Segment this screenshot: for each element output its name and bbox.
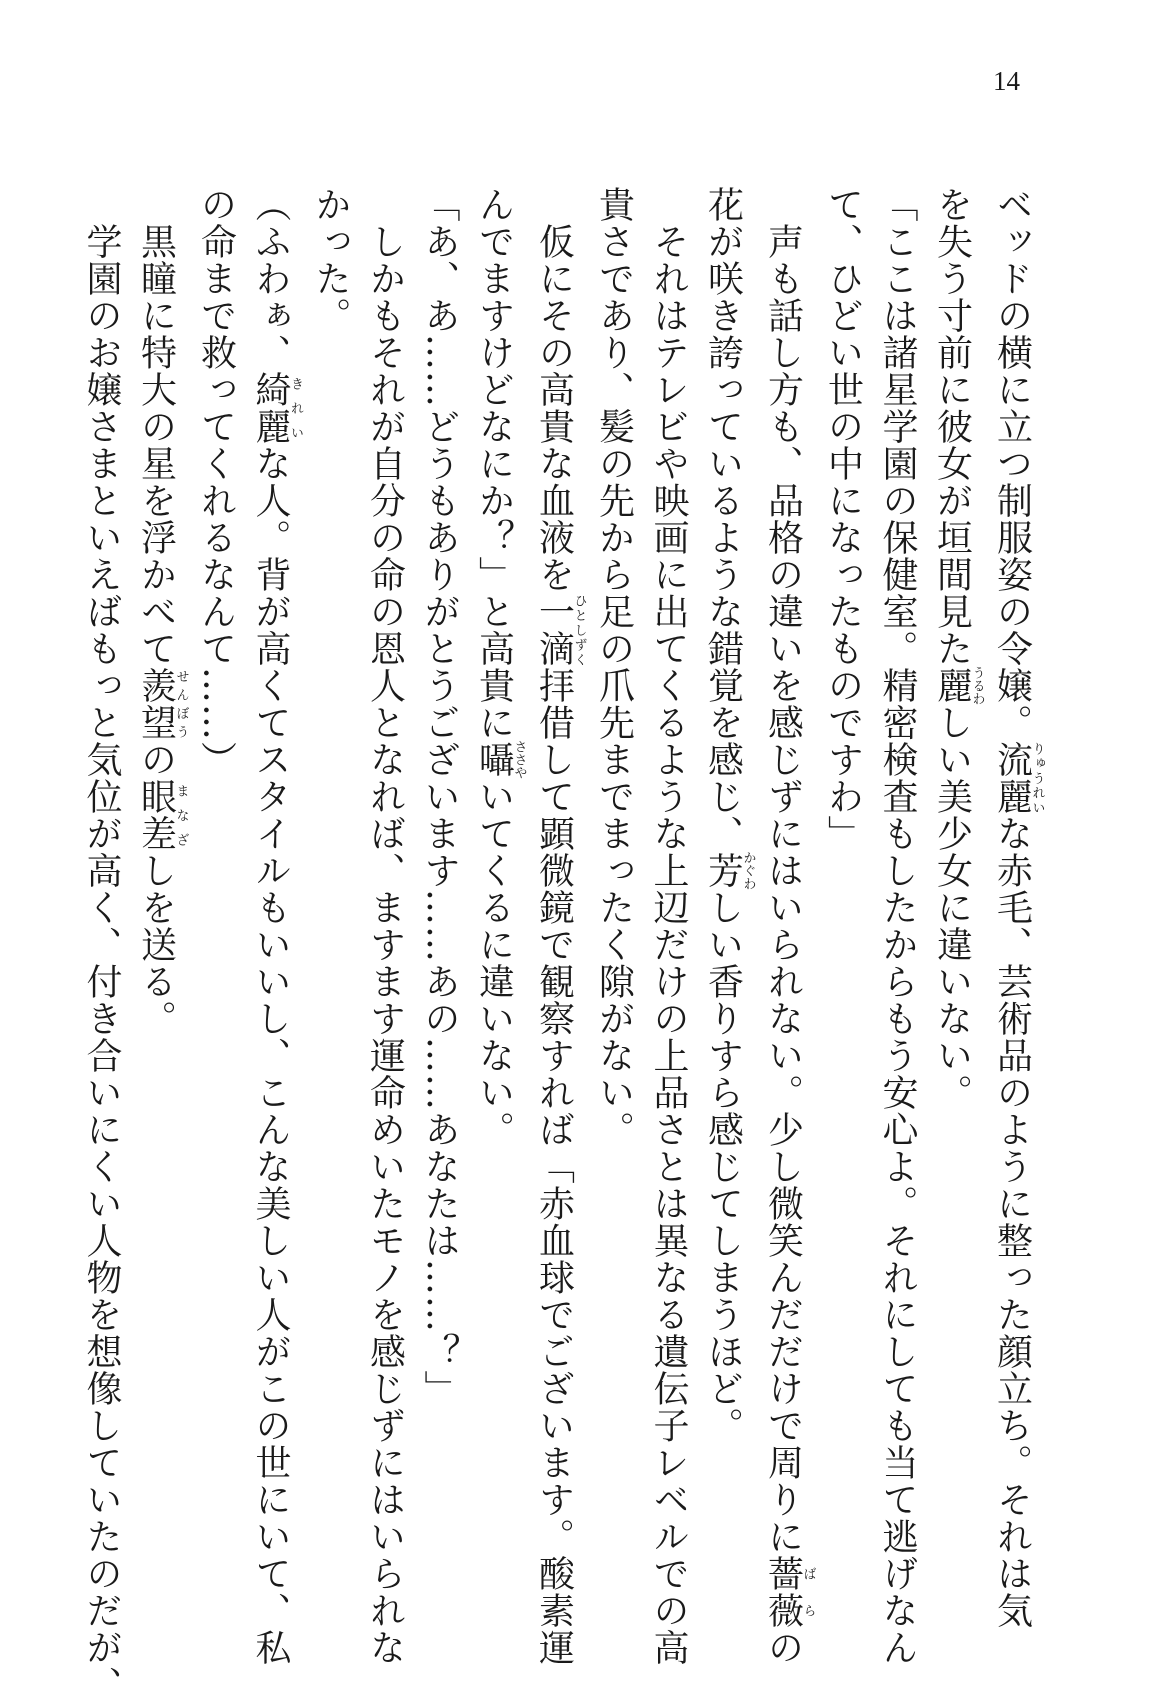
ruby-word [135, 778, 189, 852]
ruby-reading: うるわ [969, 666, 985, 705]
ruby-word [702, 851, 756, 890]
text-line [412, 186, 467, 1606]
text-segment: ベッドの横に立つ制服姿の令嬢。 [991, 186, 1033, 741]
text-line [924, 186, 984, 1606]
ruby-base: 薔薇 [762, 1555, 804, 1629]
ruby-reading: りゅうれい [1029, 741, 1045, 815]
ruby-word [473, 740, 527, 779]
text-segment: な人。背が高くてスタイルもいいし、こんな美しい人がこの世にいて、私 [250, 445, 291, 1666]
text-segment: 仮にその高貴な血液を [533, 186, 575, 593]
ruby-word [931, 666, 985, 705]
text-segment: の [135, 741, 177, 778]
ruby-word [135, 667, 189, 741]
page-number: 14 [993, 66, 1020, 96]
text-segment: を失う寸前に彼女が垣間見た [931, 186, 973, 667]
ruby-reading: かぐわ [740, 851, 756, 890]
text-segment: （ふわぁ、 [250, 186, 291, 371]
ruby-base: 綺麗 [250, 371, 291, 445]
ruby-reading: まなざ [173, 778, 189, 852]
text-line [755, 186, 816, 1666]
text-segment: 黒瞳に特大の星を浮かべて [135, 186, 177, 667]
text-segment: の [762, 1629, 804, 1666]
text-line [466, 186, 526, 1606]
ruby-reading: ばら [800, 1555, 816, 1629]
text-line [870, 186, 925, 1666]
text-line [243, 186, 303, 1666]
text-line [74, 186, 129, 1703]
text-line [303, 186, 358, 1606]
text-segment: しかもそれが自分の命の恩人となれば、ますます運命めいたモノを感じずにはいられな [364, 186, 406, 1666]
ruby-reading: せんぼう [173, 667, 189, 741]
text-line [357, 186, 412, 1666]
text-segment: かった。 [310, 186, 351, 334]
ruby-word [533, 593, 587, 667]
ruby-base: 麗 [931, 666, 973, 705]
ruby-reading: きれい [288, 371, 303, 445]
ruby-reading: ささや [511, 740, 527, 779]
ruby-base: 囁 [473, 740, 515, 779]
text-segment: 学園のお嬢さまといえばもっと気位が高く、付き合いにくい人物を想像していたのだが、 [81, 186, 122, 1703]
text-segment: 「ここは諸星学園の保健室。精密検査もしたからもう安心よ。それにしても当て逃げなん [877, 186, 918, 1666]
ruby-base: 一滴 [533, 593, 575, 667]
text-segment: て、ひどい世の中になったものですわ」 [822, 186, 864, 852]
text-segment: んでますけどなにか？」と高貴に [473, 186, 515, 741]
ruby-base: 羨望 [135, 667, 177, 741]
ruby-word [991, 741, 1045, 815]
text-segment: な赤毛、芸術品のように整った顔立ち。それは気 [991, 815, 1033, 1629]
text-segment: 声も話し方も、品格の違いを感じずにはいられない。少し微笑んだだけで周りに [762, 186, 804, 1555]
text-line [526, 186, 587, 1666]
text-line [586, 186, 641, 1606]
text-line [188, 186, 243, 1606]
ruby-word [762, 1555, 816, 1629]
ruby-reading: ひとしずく [571, 593, 587, 667]
ruby-base: 流麗 [991, 741, 1033, 815]
ruby-base: 芳 [702, 851, 744, 890]
ruby-base: 眼差 [135, 778, 177, 852]
text-segment: それはテレビや映画に出てくるような上辺だけの上品さとは異なる遺伝子レベルでの高 [648, 186, 689, 1666]
text-line [641, 186, 696, 1666]
text-line [128, 186, 188, 1606]
text-segment: 貴さであり、髪の先から足の爪先までまったく隙がない。 [593, 186, 635, 1148]
text-segment: 花が咲き誇っているような錯覚を感じ、 [702, 186, 744, 852]
ruby-word [250, 371, 303, 445]
text-line [984, 186, 1045, 1629]
text-segment: しい美少女に違いない。 [931, 704, 973, 1111]
text-line [695, 186, 755, 1606]
text-segment: 拝借して顕微鏡で観察すれば「赤血球でございます。酸素運 [533, 667, 575, 1666]
text-segment: 「あ、あ……どうもありがとうございます……あの……あなたは……？」 [419, 186, 460, 1407]
text-segment: の命まで救ってくれるなんて……） [195, 186, 237, 778]
vertical-text-body [74, 186, 1045, 1703]
text-segment: いてくるに違いない。 [473, 778, 515, 1148]
text-segment: しを送る。 [135, 852, 177, 1037]
text-line [815, 186, 870, 1606]
text-segment: しい香りすら感じてしまうほど。 [702, 889, 744, 1444]
